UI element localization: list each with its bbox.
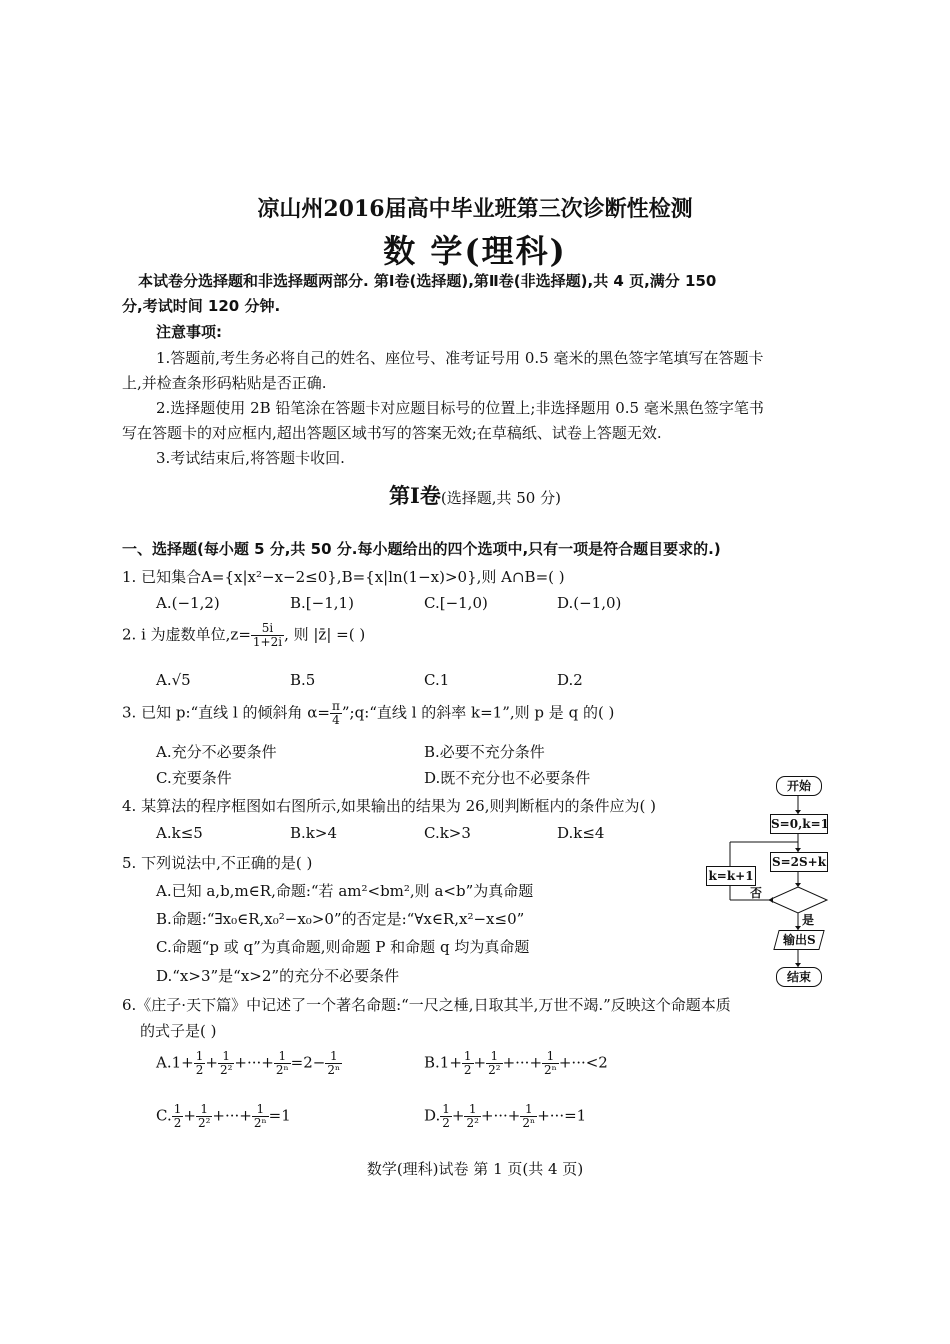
- q2-fraction: [251, 622, 284, 649]
- q2-option-c: C.1: [424, 671, 450, 689]
- frac-den: 2: [442, 1116, 450, 1130]
- intro-line-2: 分,考试时间 120 分钟.: [122, 297, 281, 315]
- q3-option-a: A.充分不必要条件: [156, 743, 277, 761]
- q6-a-tail: =2−: [290, 1053, 326, 1072]
- q6-c-tail: =1: [268, 1106, 291, 1125]
- flow-no-label: 否: [750, 886, 763, 900]
- notice-1a: 1.答题前,考生务必将自己的姓名、座位号、准考证号用 0.5 毫米的黑色签字笔填写在答题卡: [156, 349, 764, 367]
- q6-b-frac-1: [462, 1050, 474, 1077]
- frac-den: 2: [463, 1063, 472, 1077]
- q6-d-tail: +···=1: [537, 1106, 587, 1125]
- flow-output: [773, 930, 824, 950]
- q6-option-d: [424, 1103, 586, 1130]
- q3-stem-pre: 3. 已知 p:“直线 l 的倾斜角 α=: [122, 703, 330, 722]
- flow-yes-label: 是: [802, 913, 815, 927]
- q1-option-b: B.[−1,1): [290, 594, 354, 612]
- flow-start: 开始: [776, 776, 822, 796]
- dots: +···+: [480, 1106, 521, 1125]
- q6-a-frac-2: [218, 1050, 234, 1077]
- q2-option-b: B.5: [290, 671, 316, 689]
- dots: +···+: [234, 1053, 274, 1072]
- frac-den: 2ⁿ: [327, 1063, 341, 1077]
- frac-num: 1: [325, 1050, 342, 1064]
- frac-num: 1: [218, 1050, 234, 1064]
- q5-option-a: A.已知 a,b,m∈R,命题:“若 am²<bm²,则 a<b”为真命题: [156, 882, 534, 900]
- frac-den: 2: [195, 1063, 204, 1077]
- dots: +···+: [502, 1053, 543, 1072]
- q6-b-frac-2: [486, 1050, 502, 1077]
- exam-title: 凉山州2016届高中毕业班第三次诊断性检测: [257, 196, 693, 222]
- dots: +···+: [212, 1106, 252, 1125]
- q3-option-b: B.必要不充分条件: [424, 743, 545, 761]
- flowchart: [700, 770, 835, 995]
- q5-stem: 5. 下列说法中,不正确的是( ): [122, 854, 313, 872]
- frac-num: 1: [173, 1102, 182, 1116]
- frac-den: 2ⁿ: [544, 1063, 557, 1077]
- frac-den: 2ⁿ: [253, 1116, 267, 1130]
- q6-stem-2: 的式子是( ): [140, 1022, 217, 1040]
- part-1-heading: 一、选择题(每小题 5 分,共 50 分.每小题给出的四个选项中,只有一项是符合题目要求的.): [122, 540, 721, 558]
- q6-option-c: [156, 1103, 291, 1130]
- q6-c-frac-1: [172, 1103, 184, 1130]
- plus: +: [183, 1106, 196, 1125]
- q1-option-a: A.(−1,2): [156, 594, 220, 612]
- q3-num: π: [331, 699, 340, 713]
- frac-num: 1: [542, 1050, 559, 1064]
- q6-option-b: [424, 1050, 608, 1077]
- notice-2b: 写在答题卡的对应框内,超出答题区域书写的答案无效;在草稿纸、试卷上答题无效.: [122, 424, 662, 442]
- q6-b-tail: +···<2: [558, 1053, 608, 1072]
- q6-option-a: [156, 1050, 342, 1077]
- q6-d-frac-1: [440, 1103, 452, 1130]
- q4-option-d: D.k≤4: [557, 824, 605, 842]
- flow-increment: k=k+1: [706, 866, 756, 886]
- q6-a-frac-3: [274, 1050, 291, 1077]
- q6-a-pre: A.1+: [156, 1053, 194, 1072]
- frac-num: 1: [252, 1103, 269, 1117]
- q6-c-frac-2: [196, 1103, 212, 1130]
- q6-d-pre: D.: [424, 1106, 441, 1125]
- q3-stem-post: ”;q:“直线 l 的斜率 k=1”,则 p 是 q 的( ): [341, 703, 615, 722]
- q2-num: 5i: [251, 622, 284, 636]
- frac-num: 1: [464, 1103, 480, 1117]
- q6-a-frac-4: [325, 1050, 342, 1077]
- subject-title: 数 学(理科): [383, 232, 567, 270]
- q6-b-pre: B.1+: [424, 1053, 462, 1072]
- plus: +: [451, 1106, 465, 1125]
- q6-a-frac-1: [194, 1050, 206, 1077]
- frac-den: 2²: [466, 1116, 479, 1130]
- frac-num: 1: [195, 1049, 204, 1063]
- notice-1b: 上,并检查条形码粘贴是否正确.: [122, 374, 327, 392]
- q6-c-frac-3: [252, 1103, 269, 1130]
- frac-num: 1: [486, 1050, 502, 1064]
- plus: +: [473, 1053, 487, 1072]
- frac-num: 1: [442, 1102, 450, 1116]
- frac-num: 1: [196, 1103, 212, 1117]
- notice-title: 注意事项:: [156, 323, 222, 341]
- q6-c-pre: C.: [156, 1106, 172, 1125]
- q2-stem-post: , 则 |z̄| =( ): [284, 625, 366, 644]
- section-1-sub: (选择题,共 50 分): [440, 489, 561, 507]
- q6-b-frac-3: [542, 1050, 559, 1077]
- q1-option-d: D.(−1,0): [557, 594, 622, 612]
- q2-option-d: D.2: [557, 671, 583, 689]
- q4-option-c: C.k>3: [424, 824, 471, 842]
- flow-init: S=0,k=1: [770, 814, 828, 834]
- q6-stem-1: 6.《庄子·天下篇》中记述了一个著名命题:“一尺之棰,日取其半,万世不竭.”反映这个命题本质: [122, 996, 731, 1014]
- frac-num: 1: [520, 1103, 537, 1117]
- q3-option-c: C.充要条件: [156, 769, 232, 787]
- frac-den: 2ⁿ: [275, 1063, 289, 1077]
- frac-den: 2ⁿ: [522, 1116, 536, 1130]
- frac-den: 2²: [197, 1116, 211, 1130]
- intro-line-1: 本试卷分选择题和非选择题两部分. 第Ⅰ卷(选择题),第Ⅱ卷(非选择题),共 4 页,满分 150: [138, 272, 717, 290]
- q2-den: 1+2i: [252, 635, 283, 649]
- frac-num: 1: [274, 1050, 291, 1064]
- q1-option-c: C.[−1,0): [424, 594, 488, 612]
- q3-option-d: D.既不充分也不必要条件: [424, 769, 591, 787]
- frac-num: 1: [463, 1049, 472, 1063]
- q4-option-b: B.k>4: [290, 824, 337, 842]
- q6-d-frac-2: [464, 1103, 480, 1130]
- flow-update: S=2S+k: [770, 852, 828, 872]
- frac-den: 2²: [219, 1063, 233, 1077]
- section-1-heading: [0, 480, 950, 510]
- q5-option-b: B.命题:“∃x₀∈R,x₀²−x₀>0”的否定是:“∀x∈R,x²−x≤0”: [156, 910, 525, 928]
- flow-end: 结束: [776, 967, 822, 987]
- q5-option-d: D.“x>3”是“x>2”的充分不必要条件: [156, 967, 400, 985]
- q4-stem: 4. 某算法的程序框图如右图所示,如果输出的结果为 26,则判断框内的条件应为( ): [122, 797, 656, 815]
- q3-den: 4: [332, 713, 340, 727]
- plus: +: [205, 1053, 218, 1072]
- frac-den: 2²: [488, 1063, 501, 1077]
- notice-3: 3.考试结束后,将答题卡收回.: [156, 449, 345, 467]
- q5-option-c: C.命题“p 或 q”为真命题,则命题 P 和命题 q 均为真命题: [156, 938, 530, 956]
- frac-den: 2: [173, 1116, 182, 1130]
- flow-output-label: 输出S: [782, 933, 816, 947]
- q2-stem-pre: 2. i 为虚数单位,z=: [122, 625, 251, 644]
- notice-2a: 2.选择题使用 2B 铅笔涂在答题卡对应题目标号的位置上;非选择题用 0.5 毫米黑色签字笔书: [156, 399, 764, 417]
- q3-fraction: [330, 700, 342, 727]
- q1-stem: 1. 已知集合A={x|x²−x−2≤0},B={x|ln(1−x)>0},则 A∩B=( ): [122, 568, 565, 586]
- q2-option-a: A.√5: [156, 671, 191, 689]
- q2-stem: [122, 622, 365, 649]
- section-1-label: 第Ⅰ卷: [389, 483, 441, 508]
- q4-option-a: A.k≤5: [156, 824, 203, 842]
- q6-d-frac-3: [520, 1103, 537, 1130]
- q3-stem: [122, 700, 614, 727]
- page-footer: 数学(理科)试卷 第 1 页(共 4 页): [366, 1160, 584, 1178]
